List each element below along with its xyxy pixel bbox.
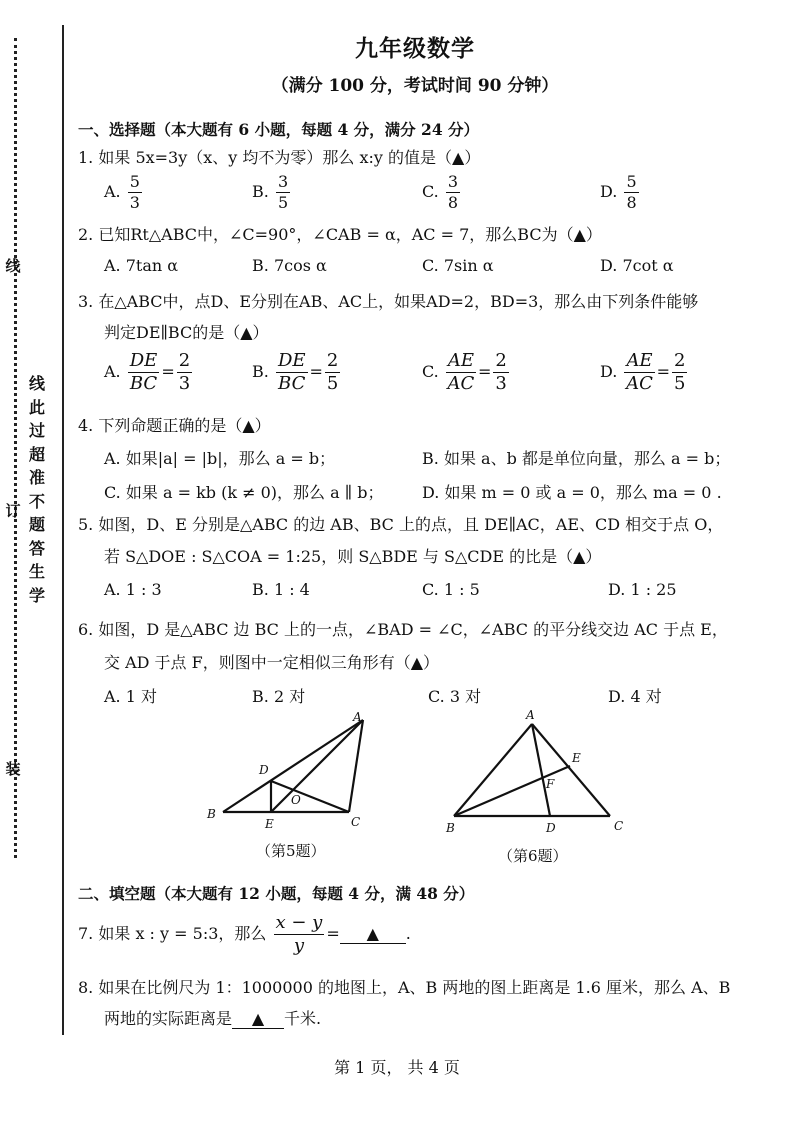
denominator: 8: [626, 193, 637, 212]
page-footer: 第 1 页， 共 4 页: [334, 1058, 460, 1077]
q2-option-d: [600, 256, 674, 275]
option-label: C.: [422, 580, 439, 599]
q1-option-b: [252, 172, 292, 213]
question-text: 下列命题正确的是（▲）: [98, 416, 271, 435]
fraction: [446, 172, 460, 213]
option-text: 1 对: [125, 687, 158, 706]
denominator: 3: [495, 373, 507, 394]
warning-char: 超: [28, 444, 45, 464]
fig5-label-c: C: [351, 815, 361, 829]
q2-option-a: [104, 256, 178, 275]
fraction: [624, 350, 654, 395]
question-text: 已知Rt△ABC中，∠C=90°，∠CAB = α，AC = 7，那么BC为（▲）: [98, 225, 602, 244]
q3-option-a: [104, 350, 194, 395]
figure-5-caption: （第5题）: [256, 842, 326, 860]
numerator: DE: [277, 350, 306, 371]
option-text: 7cot α: [622, 256, 674, 275]
q1-option-a: [104, 172, 144, 213]
fraction: [672, 350, 687, 395]
fig5-label-b: B: [207, 807, 216, 821]
question-text: 两地的实际距离是: [104, 1009, 233, 1028]
fig6-label-b: B: [446, 821, 455, 835]
q3-option-d: [600, 350, 689, 395]
question-text: 如图，D 是△ABC 边 BC 上的一点，∠BAD = ∠C，∠ABC 的平分线交边 AC 于点 E，: [98, 620, 728, 639]
option-label: C.: [422, 362, 439, 381]
fig6-label-a: A: [526, 708, 535, 722]
margin-rule: [62, 25, 64, 1035]
figure-5-diagram: [203, 708, 373, 833]
binding-margin: [0, 0, 62, 1123]
question-number: 6.: [78, 620, 94, 639]
equals-sign: =: [326, 924, 340, 943]
question-6: [78, 617, 728, 640]
option-label: D.: [422, 483, 440, 502]
denominator: 5: [673, 373, 686, 394]
numerator: DE: [129, 350, 158, 371]
denominator: 3: [129, 193, 140, 212]
option-text: 4 对: [630, 687, 662, 706]
fraction: [624, 172, 638, 213]
numerator: 2: [326, 350, 339, 371]
question-2: [78, 222, 602, 245]
fraction: [177, 350, 192, 395]
fraction: [274, 912, 325, 957]
question-text: 如图，D、E 分别是△ABC 的边 AB、BC 上的点，且 DE∥AC，AE、CD 相交于点 O，: [98, 515, 724, 534]
numerator: 3: [277, 172, 289, 191]
section-heading-choice: 一、选择题（本大题有 6 小题，每题 4 分，满分 24 分）: [78, 120, 480, 139]
question-text: 千米.: [284, 1009, 322, 1028]
numerator: 5: [129, 172, 140, 191]
q5-option-a: [104, 580, 162, 599]
question-text: 如果 x : y = 5:3，那么: [98, 924, 267, 943]
q2-option-c: [422, 256, 494, 275]
question-text: 如果 5x=3y（x、y 均不为零）那么 x:y 的值是（▲）: [98, 148, 481, 167]
fig6-label-d: D: [546, 821, 556, 835]
option-text: 1 : 5: [443, 580, 480, 599]
question-7: [78, 912, 411, 957]
numerator: AE: [626, 350, 653, 371]
denominator: 5: [277, 193, 289, 212]
fig6-label-e: E: [572, 751, 581, 765]
q5-option-c: [422, 580, 480, 599]
warning-char: 准: [28, 468, 45, 487]
option-label: C.: [422, 256, 439, 275]
q6-option-a: [104, 684, 157, 707]
denominator: 8: [447, 193, 459, 212]
option-label: C.: [422, 182, 439, 201]
q4-option-a: [104, 446, 335, 469]
question-8-line-2: [104, 1006, 321, 1029]
option-label: A.: [104, 182, 121, 201]
denominator: BC: [278, 373, 306, 394]
question-4: [78, 413, 271, 436]
option-text: 7cos α: [273, 256, 327, 275]
option-text: 如果 a = kb (k ≠ 0)，那么 a ∥ b；: [125, 483, 384, 502]
question-3-line-2: 判定DE∥BC的是（▲）: [104, 323, 269, 342]
numerator: x − y: [275, 912, 323, 933]
warning-char: 线: [28, 374, 45, 393]
warning-char: 题: [28, 515, 45, 534]
equals-sign: =: [656, 362, 670, 381]
question-number: 5.: [78, 515, 94, 534]
fraction: [325, 350, 340, 395]
fraction: [276, 172, 290, 213]
option-label: A.: [104, 362, 121, 381]
option-label: C.: [104, 483, 121, 502]
question-number: 3.: [78, 292, 94, 311]
warning-char: 不: [28, 491, 45, 511]
q5-option-d: [608, 580, 677, 599]
warning-char: 答: [28, 538, 45, 558]
question-text: 在△ABC中，点D、E分别在AB、AC上，如果AD=2，BD=3，那么由下列条件能够: [98, 292, 699, 311]
question-number: 4.: [78, 416, 94, 435]
q1-option-c: [422, 172, 462, 213]
option-text: 7tan α: [125, 256, 179, 275]
question-text: 如果在比例尺为 1：1000000 的地图上，A、B 两地的图上距离是 1.6 厘米，那么 A、B: [98, 978, 731, 997]
equals-sign: =: [478, 362, 492, 381]
option-text: 1 : 4: [273, 580, 310, 599]
option-label: B.: [252, 580, 269, 599]
fraction: [128, 172, 142, 213]
period: .: [405, 924, 411, 943]
q6-option-b: [252, 684, 305, 707]
fig5-label-o: O: [291, 793, 301, 807]
warning-char: 过: [28, 421, 45, 440]
question-number: 2.: [78, 225, 94, 244]
option-label: A.: [104, 580, 121, 599]
q2-option-b: [252, 256, 327, 275]
option-label: D.: [600, 362, 618, 381]
q6-option-c: [428, 684, 481, 707]
option-label: D.: [600, 256, 618, 275]
equals-sign: =: [309, 362, 323, 381]
numerator: 2: [495, 350, 507, 371]
equals-sign: =: [161, 362, 175, 381]
dotted-cut-line: [14, 38, 17, 858]
option-label: B.: [252, 256, 269, 275]
option-text: 1 : 3: [125, 580, 162, 599]
option-label: A.: [104, 256, 121, 275]
option-text: 3 对: [449, 687, 482, 706]
numerator: 2: [178, 350, 191, 371]
denominator: BC: [129, 373, 158, 394]
option-label: B.: [252, 362, 269, 381]
page-title: 九年级数学: [355, 36, 475, 62]
binding-char-order: 订: [5, 502, 21, 520]
option-text: 如果|a| = |b|，那么 a = b；: [125, 449, 336, 468]
q1-option-d: [600, 172, 641, 213]
option-label: A.: [104, 449, 121, 468]
option-text: 7sin α: [443, 256, 494, 275]
option-label: A.: [104, 687, 121, 706]
option-text: 2 对: [273, 687, 306, 706]
option-label: C.: [428, 687, 445, 706]
answer-blank[interactable]: ▲: [340, 924, 406, 944]
question-5-line-2: 若 S△DOE : S△COA = 1:25，则 S△BDE 与 S△CDE 的比是（▲）: [104, 547, 602, 566]
fig5-label-a: A: [353, 710, 362, 724]
q3-option-b: [252, 350, 342, 395]
numerator: 2: [673, 350, 686, 371]
question-3: [78, 289, 698, 312]
option-label: D.: [600, 182, 618, 201]
question-number: 8.: [78, 978, 94, 997]
question-1: [78, 145, 480, 168]
numerator: AE: [447, 350, 474, 371]
option-text: 如果 m = 0 或 a = 0，那么 ma = 0 .: [444, 483, 722, 502]
fraction: [128, 350, 160, 395]
question-5: [78, 512, 723, 535]
fig6-label-c: C: [614, 819, 624, 833]
denominator: AC: [626, 373, 653, 394]
q3-option-c: [422, 350, 511, 395]
q4-option-c: [104, 480, 383, 503]
fraction: [493, 350, 508, 395]
denominator: 5: [326, 373, 339, 394]
fraction: [276, 350, 308, 395]
fig5-label-d: D: [259, 763, 269, 777]
option-text: 1 : 25: [630, 580, 677, 599]
numerator: 3: [447, 172, 459, 191]
fig6-label-f: F: [546, 777, 555, 791]
option-label: B.: [252, 182, 269, 201]
option-text: 如果 a、b 都是单位向量，那么 a = b；: [443, 449, 731, 468]
warning-char: 生: [28, 562, 45, 581]
option-label: D.: [608, 687, 626, 706]
question-number: 7.: [78, 924, 94, 943]
binding-warning: [27, 372, 47, 607]
binding-char-line: 线: [5, 257, 21, 275]
numerator: 5: [626, 172, 637, 191]
option-label: D.: [608, 580, 626, 599]
question-8: [78, 975, 730, 998]
fraction: [446, 350, 476, 395]
question-number: 1.: [78, 148, 94, 167]
option-label: B.: [422, 449, 439, 468]
option-label: B.: [252, 687, 269, 706]
fig5-label-e: E: [265, 817, 274, 831]
q5-option-b: [252, 580, 310, 599]
denominator: y: [293, 935, 305, 956]
figure-6-diagram: [440, 706, 640, 836]
page-subtitle: （满分 100 分，考试时间 90 分钟）: [271, 76, 559, 96]
denominator: AC: [447, 373, 475, 394]
denominator: 3: [178, 373, 191, 394]
answer-blank[interactable]: ▲: [232, 1009, 284, 1029]
binding-char-bind: 装: [5, 760, 21, 778]
figure-6-caption: （第6题）: [498, 847, 568, 865]
warning-char: 学: [28, 585, 45, 605]
section-heading-fill: 二、填空题（本大题有 12 小题，每题 4 分，满 48 分）: [78, 884, 475, 903]
question-6-line-2: 交 AD 于点 F，则图中一定相似三角形有（▲）: [104, 653, 440, 672]
q4-option-d: [422, 480, 722, 503]
q6-option-d: [608, 684, 662, 707]
q4-option-b: [422, 446, 730, 469]
warning-char: 此: [28, 397, 45, 417]
